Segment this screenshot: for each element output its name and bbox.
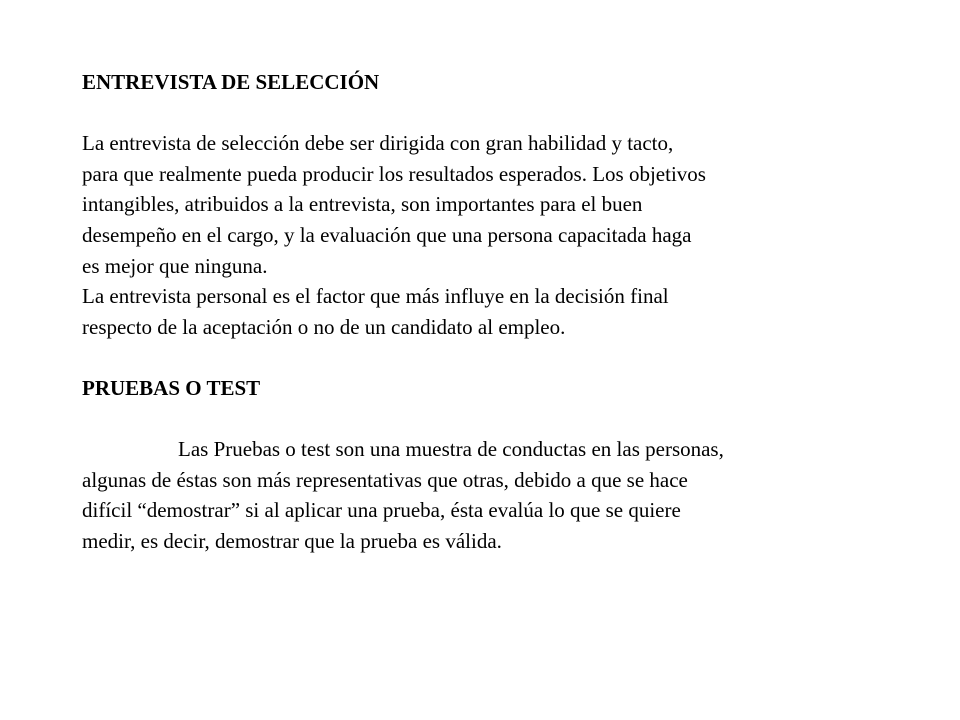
text-line: para que realmente pueda producir los resultados esperados. Los objetivos [82, 161, 706, 186]
spacer [82, 404, 912, 435]
paragraph-pruebas [82, 434, 912, 556]
text-line: es mejor que ninguna. [82, 253, 268, 278]
slide-content [82, 67, 912, 557]
text-line: respecto de la aceptación o no de un candidato al empleo. [82, 314, 566, 339]
text-line: medir, es decir, demostrar que la prueba es válida. [82, 528, 502, 553]
paragraph-entrevista-2 [82, 281, 912, 342]
text-line: intangibles, atribuidos a la entrevista, son importantes para el buen [82, 192, 643, 217]
spacer [82, 342, 912, 373]
heading-pruebas: PRUEBAS O TEST [82, 375, 261, 400]
text-line: Las Pruebas o test son una muestra de conductas en las personas, [178, 437, 724, 462]
heading-entrevista: ENTREVISTA DE SELECCIÓN [82, 70, 380, 94]
text-line: La entrevista de selección debe ser dirigida con gran habilidad y tacto, [82, 131, 674, 156]
text-line: La entrevista personal es el factor que más influye en la decisión final [82, 284, 669, 309]
text-line: difícil “demostrar” si al aplicar una prueba, ésta evalúa lo que se quiere [82, 498, 681, 523]
spacer [82, 98, 912, 129]
paragraph-entrevista-1 [82, 128, 912, 281]
text-line: algunas de éstas son más representativas que otras, debido a que se hace [82, 467, 688, 492]
text-line: desempeño en el cargo, y la evaluación que una persona capacitada haga [82, 222, 692, 247]
